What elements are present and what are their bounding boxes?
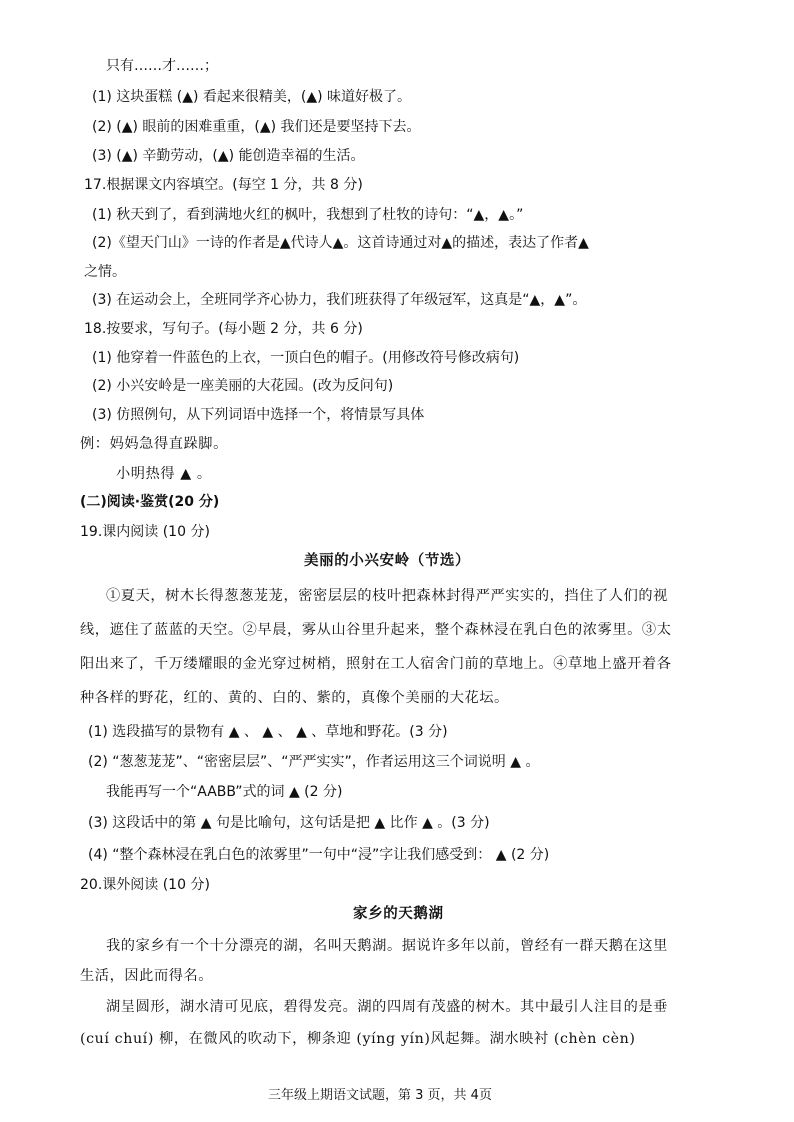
passage-line: 阳出来了，千万缕耀眼的金光穿过树梢，照射在工人宿舍门前的草地上。④草地上盛开着各 [80, 656, 672, 672]
text-line: (1) 这块蛋糕 (▲) 看起来很精美，(▲) 味道好极了。 [92, 89, 412, 105]
text-line: (1) 秋天到了，看到满地火红的枫叶，我想到了杜牧的诗句：“▲，▲。” [92, 207, 524, 223]
text-line: (3) 在运动会上，全班同学齐心协力，我们班获得了年级冠军，这真是“▲，▲”。 [92, 292, 587, 308]
passage-title: 家乡的天鹅湖 [353, 905, 444, 922]
text-line: (3) 仿照例句，从下列词语中选择一个，将情景写具体 [92, 407, 425, 423]
text-line: (3) (▲) 辛勤劳动，(▲) 能创造幸福的生活。 [92, 148, 365, 164]
passage-line: 我的家乡有一个十分漂亮的湖，名叫天鹅湖。据说许多年以前，曾经有一群天鹅在这里 [106, 938, 668, 954]
text-line: 只有……才……； [106, 58, 218, 74]
passage-line: 种各样的野花，红的、黄的、白的、紫的，真像个美丽的大花坛。 [80, 690, 509, 706]
passage-line: ①夏天，树木长得葱葱茏茏，密密层层的枝叶把森林封得严严实实的，挡住了人们的视 [106, 588, 668, 604]
passage-line: (cuí chuí) 柳，在微风的吹动下，柳条迎 (yíng yín)风起舞。湖水映衬 (chèn cèn) [80, 1031, 636, 1047]
text-line: (1) 选段描写的景物有 ▲ 、 ▲ 、 ▲ 、草地和野花。(3 分) [88, 724, 448, 740]
text-line: (3) 这段话中的第 ▲ 句是比喻句，这句话是把 ▲ 比作 ▲ 。(3 分) [88, 815, 490, 831]
example-line: 例：妈妈急得直跺脚。 [80, 436, 228, 452]
question-heading: 18.按要求，写句子。(每小题 2 分，共 6 分) [84, 321, 363, 337]
text-line: (1) 他穿着一件蓝色的上衣，一顶白色的帽子。(用修改符号修改病句) [92, 350, 520, 366]
text-line: 之情。 [84, 264, 126, 280]
passage-line: 线，遮住了蓝蓝的天空。②早晨，雾从山谷里升起来，整个森林浸在乳白色的浓雾里。③太 [80, 622, 672, 638]
passage-line: 湖呈圆形，湖水清可见底，碧得发亮。湖的四周有茂盛的树木。其中最引人注目的是垂 [106, 999, 668, 1015]
question-heading: 19.课内阅读 (10 分) [80, 524, 210, 540]
passage-title: 美丽的小兴安岭（节选） [304, 552, 471, 569]
question-heading: 17.根据课文内容填空。(每空 1 分，共 8 分) [84, 177, 363, 193]
text-line: (2) (▲) 眼前的困难重重，(▲) 我们还是要坚持下去。 [92, 119, 421, 135]
page-footer: 三年级上期语文试题，第 3 页，共 4页 [268, 1088, 492, 1103]
passage-line: 生活，因此而得名。 [80, 968, 214, 984]
text-line: (2) 小兴安岭是一座美丽的大花园。(改为反问句) [92, 378, 394, 394]
text-line: (2)《望天门山》一诗的作者是▲代诗人▲。这首诗通过对▲的描述，表达了作者▲ [92, 235, 589, 251]
text-line: (4) “整个森林浸在乳白色的浓雾里”一句中“浸”字让我们感受到： ▲ (2 分) [88, 847, 550, 863]
text-line: (2) “葱葱茏茏”、“密密层层”、“严严实实”，作者运用这三个词说明 ▲ 。 [88, 754, 540, 770]
section-heading: (二)阅读·鉴赏(20 分) [80, 494, 220, 510]
text-line: 我能再写一个“AABB”式的词 ▲ (2 分) [106, 784, 343, 800]
question-heading: 20.课外阅读 (10 分) [80, 877, 210, 893]
example-line: 小明热得 ▲ 。 [116, 466, 212, 482]
